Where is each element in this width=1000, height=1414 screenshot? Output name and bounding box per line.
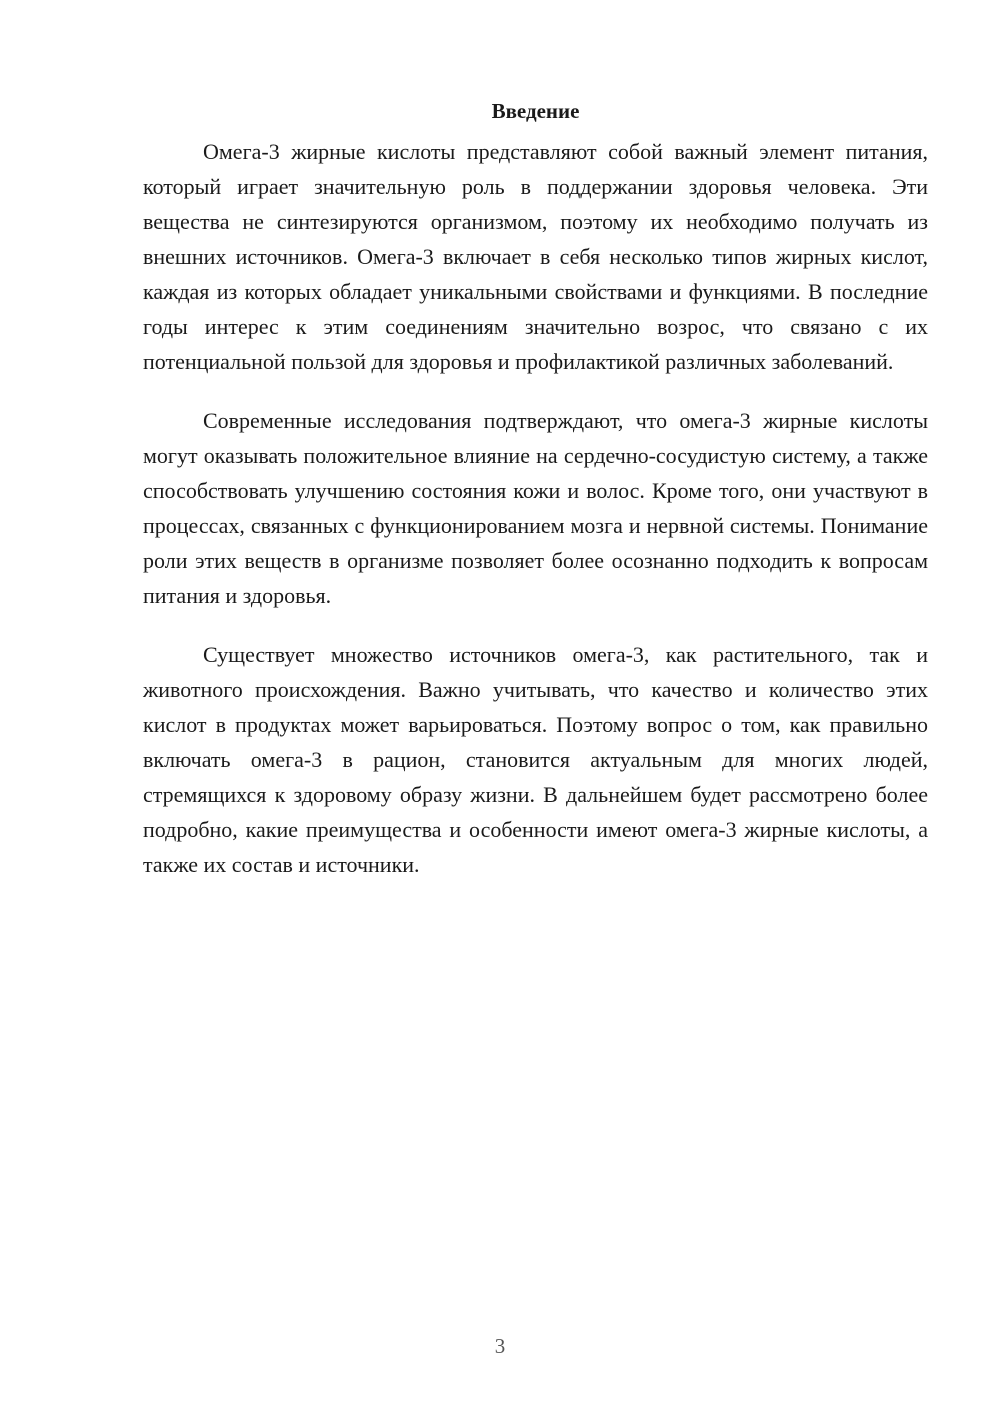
page-content <box>143 96 928 906</box>
paragraph-2: Современные исследования подтверждают, что омега-3 жирные кислоты могут оказывать положительное влияние на сердечно-сосудистую систему, а также способствовать улучшению состояния кожи и волос. Кроме того, они участвуют в процессах, связанных с функционированием мозга и нервной системы. Понимание роли этих веществ в организме позволяет более осознанно подходить к вопросам питания и здоровья. <box>143 408 928 608</box>
paragraph-1: Омега-3 жирные кислоты представляют собой важный элемент питания, который играет значительную роль в поддержании здоровья человека. Эти вещества не синтезируются организмом, поэтому их необходимо получать из внешних источников. Омега-3 включает в себя несколько типов жирных кислот, каждая из которых обладает уникальными свойствами и функциями. В последние годы интерес к этим соединениям значительно возрос, что связано с их потенциальной пользой для здоровья и профилактикой различных заболеваний. <box>143 139 928 374</box>
paragraph-3: Существует множество источников омега-3, как растительного, так и животного происхождения. Важно учитывать, что качество и количество этих кислот в продуктах может варьироваться. Поэтому вопрос о том, как правильно включать омега-3 в рацион, становится актуальным для многих людей, стремящихся к здоровому образу жизни. В дальнейшем будет рассмотрено более подробно, какие преимущества и особенности имеют омега-3 жирные кислоты, а также их состав и источники. <box>143 642 928 877</box>
page-number: 3 <box>494 1334 506 1358</box>
section-heading: Введение <box>491 99 580 123</box>
